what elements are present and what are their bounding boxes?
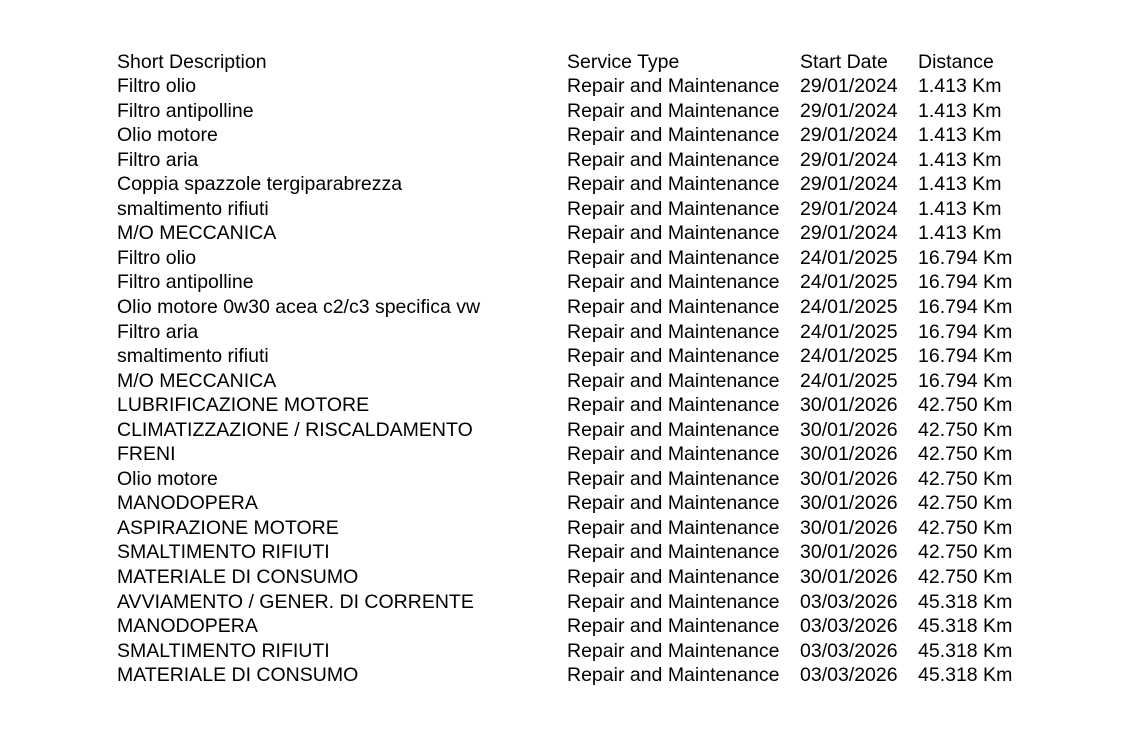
table-header [117, 50, 1028, 75]
cell-service-type: Repair and Maintenance [567, 639, 780, 662]
cell-short-description: Filtro antipolline [117, 271, 254, 294]
table-row [117, 393, 1028, 418]
cell-short-description: Olio motore [117, 467, 218, 490]
cell-start-date: 30/01/2026 [800, 467, 898, 490]
table-row [117, 614, 1028, 639]
cell-service-type: Repair and Maintenance [567, 124, 780, 147]
table-row [117, 590, 1028, 615]
cell-service-type: Repair and Maintenance [567, 418, 780, 441]
cell-distance: 16.794 Km [918, 345, 1013, 368]
cell-service-type: Repair and Maintenance [567, 320, 780, 343]
cell-service-type: Repair and Maintenance [567, 345, 780, 368]
cell-distance: 16.794 Km [918, 246, 1013, 269]
cell-service-type: Repair and Maintenance [567, 99, 780, 122]
cell-short-description: Filtro antipolline [117, 99, 254, 122]
cell-start-date: 24/01/2025 [800, 295, 898, 318]
cell-service-type: Repair and Maintenance [567, 516, 780, 539]
table-row [117, 172, 1028, 197]
table-row [117, 565, 1028, 590]
cell-start-date: 30/01/2026 [800, 565, 898, 588]
cell-distance: 42.750 Km [918, 565, 1013, 588]
table-row [117, 442, 1028, 467]
cell-short-description: Filtro aria [117, 148, 199, 171]
cell-start-date: 29/01/2024 [800, 75, 898, 98]
table-row [117, 295, 1028, 320]
cell-start-date: 30/01/2026 [800, 541, 898, 564]
cell-distance: 42.750 Km [918, 394, 1013, 417]
cell-service-type: Repair and Maintenance [567, 173, 780, 196]
cell-service-type: Repair and Maintenance [567, 197, 780, 220]
table-row [117, 99, 1028, 124]
cell-distance: 45.318 Km [918, 639, 1013, 662]
table-row [117, 74, 1028, 99]
column-header-service-type: Service Type [567, 50, 680, 73]
cell-distance: 16.794 Km [918, 295, 1013, 318]
cell-service-type: Repair and Maintenance [567, 565, 780, 588]
table-row [117, 369, 1028, 394]
cell-start-date: 03/03/2026 [800, 664, 898, 687]
cell-start-date: 03/03/2026 [800, 639, 898, 662]
table-row [117, 467, 1028, 492]
cell-start-date: 03/03/2026 [800, 615, 898, 638]
cell-distance: 42.750 Km [918, 418, 1013, 441]
cell-distance: 1.413 Km [918, 173, 1002, 196]
column-header-short-description: Short Description [117, 50, 267, 73]
cell-start-date: 24/01/2025 [800, 369, 898, 392]
cell-service-type: Repair and Maintenance [567, 492, 780, 515]
cell-short-description: Olio motore [117, 124, 218, 147]
table-row [117, 148, 1028, 173]
cell-start-date: 30/01/2026 [800, 418, 898, 441]
cell-distance: 45.318 Km [918, 590, 1013, 613]
cell-start-date: 29/01/2024 [800, 148, 898, 171]
cell-short-description: Filtro olio [117, 75, 197, 98]
cell-start-date: 29/01/2024 [800, 222, 898, 245]
cell-short-description: SMALTIMENTO RIFIUTI [117, 639, 330, 662]
cell-service-type: Repair and Maintenance [567, 467, 780, 490]
cell-service-type: Repair and Maintenance [567, 394, 780, 417]
cell-short-description: AVVIAMENTO / GENER. DI CORRENTE [117, 590, 474, 613]
cell-start-date: 24/01/2025 [800, 271, 898, 294]
cell-service-type: Repair and Maintenance [567, 590, 780, 613]
table-row [117, 516, 1028, 541]
cell-short-description: ASPIRAZIONE MOTORE [117, 516, 339, 539]
cell-distance: 45.318 Km [918, 615, 1013, 638]
cell-start-date: 30/01/2026 [800, 394, 898, 417]
cell-short-description: M/O MECCANICA [117, 369, 277, 392]
table-row [117, 418, 1028, 443]
table-row [117, 540, 1028, 565]
cell-distance: 42.750 Km [918, 541, 1013, 564]
cell-short-description: LUBRIFICAZIONE MOTORE [117, 394, 370, 417]
cell-service-type: Repair and Maintenance [567, 75, 780, 98]
cell-service-type: Repair and Maintenance [567, 295, 780, 318]
cell-start-date: 30/01/2026 [800, 516, 898, 539]
cell-start-date: 29/01/2024 [800, 124, 898, 147]
cell-short-description: MATERIALE DI CONSUMO [117, 565, 359, 588]
cell-distance: 45.318 Km [918, 664, 1013, 687]
table-row [117, 123, 1028, 148]
cell-distance: 1.413 Km [918, 99, 1002, 122]
cell-distance: 1.413 Km [918, 222, 1002, 245]
cell-service-type: Repair and Maintenance [567, 222, 780, 245]
table-row [117, 246, 1028, 271]
cell-start-date: 29/01/2024 [800, 197, 898, 220]
cell-short-description: CLIMATIZZAZIONE / RISCALDAMENTO [117, 418, 473, 441]
column-header-distance: Distance [918, 50, 994, 73]
cell-short-description: Filtro olio [117, 246, 197, 269]
cell-short-description: Coppia spazzole tergiparabrezza [117, 173, 403, 196]
cell-start-date: 29/01/2024 [800, 173, 898, 196]
table-row [117, 320, 1028, 345]
cell-short-description: M/O MECCANICA [117, 222, 277, 245]
table-row [117, 639, 1028, 664]
cell-distance: 16.794 Km [918, 369, 1013, 392]
cell-short-description: smaltimento rifiuti [117, 345, 269, 368]
cell-distance: 42.750 Km [918, 516, 1013, 539]
cell-start-date: 24/01/2025 [800, 320, 898, 343]
cell-service-type: Repair and Maintenance [567, 246, 780, 269]
cell-distance: 1.413 Km [918, 148, 1002, 171]
cell-start-date: 03/03/2026 [800, 590, 898, 613]
service-history-table [117, 50, 1028, 688]
table-row [117, 197, 1028, 222]
cell-start-date: 29/01/2024 [800, 99, 898, 122]
table-row [117, 344, 1028, 369]
cell-service-type: Repair and Maintenance [567, 615, 780, 638]
cell-distance: 1.413 Km [918, 197, 1002, 220]
cell-short-description: smaltimento rifiuti [117, 197, 269, 220]
cell-distance: 42.750 Km [918, 492, 1013, 515]
cell-short-description: MATERIALE DI CONSUMO [117, 664, 359, 687]
cell-distance: 1.413 Km [918, 124, 1002, 147]
cell-short-description: Olio motore 0w30 acea c2/c3 specifica vw [117, 295, 481, 318]
cell-short-description: MANODOPERA [117, 492, 258, 515]
cell-short-description: SMALTIMENTO RIFIUTI [117, 541, 330, 564]
cell-distance: 16.794 Km [918, 271, 1013, 294]
table-row [117, 663, 1028, 688]
cell-short-description: Filtro aria [117, 320, 199, 343]
column-header-start-date: Start Date [800, 50, 888, 73]
table-body [117, 74, 1028, 688]
cell-service-type: Repair and Maintenance [567, 541, 780, 564]
cell-start-date: 24/01/2025 [800, 246, 898, 269]
table-row [117, 491, 1028, 516]
cell-service-type: Repair and Maintenance [567, 664, 780, 687]
cell-start-date: 30/01/2026 [800, 492, 898, 515]
cell-start-date: 24/01/2025 [800, 345, 898, 368]
cell-short-description: FRENI [117, 443, 176, 466]
cell-service-type: Repair and Maintenance [567, 443, 780, 466]
cell-distance: 1.413 Km [918, 75, 1002, 98]
cell-distance: 16.794 Km [918, 320, 1013, 343]
cell-start-date: 30/01/2026 [800, 443, 898, 466]
table-row [117, 221, 1028, 246]
cell-distance: 42.750 Km [918, 467, 1013, 490]
cell-distance: 42.750 Km [918, 443, 1013, 466]
cell-service-type: Repair and Maintenance [567, 271, 780, 294]
header-row [117, 50, 1028, 75]
cell-service-type: Repair and Maintenance [567, 369, 780, 392]
cell-service-type: Repair and Maintenance [567, 148, 780, 171]
table-row [117, 270, 1028, 295]
cell-short-description: MANODOPERA [117, 615, 258, 638]
